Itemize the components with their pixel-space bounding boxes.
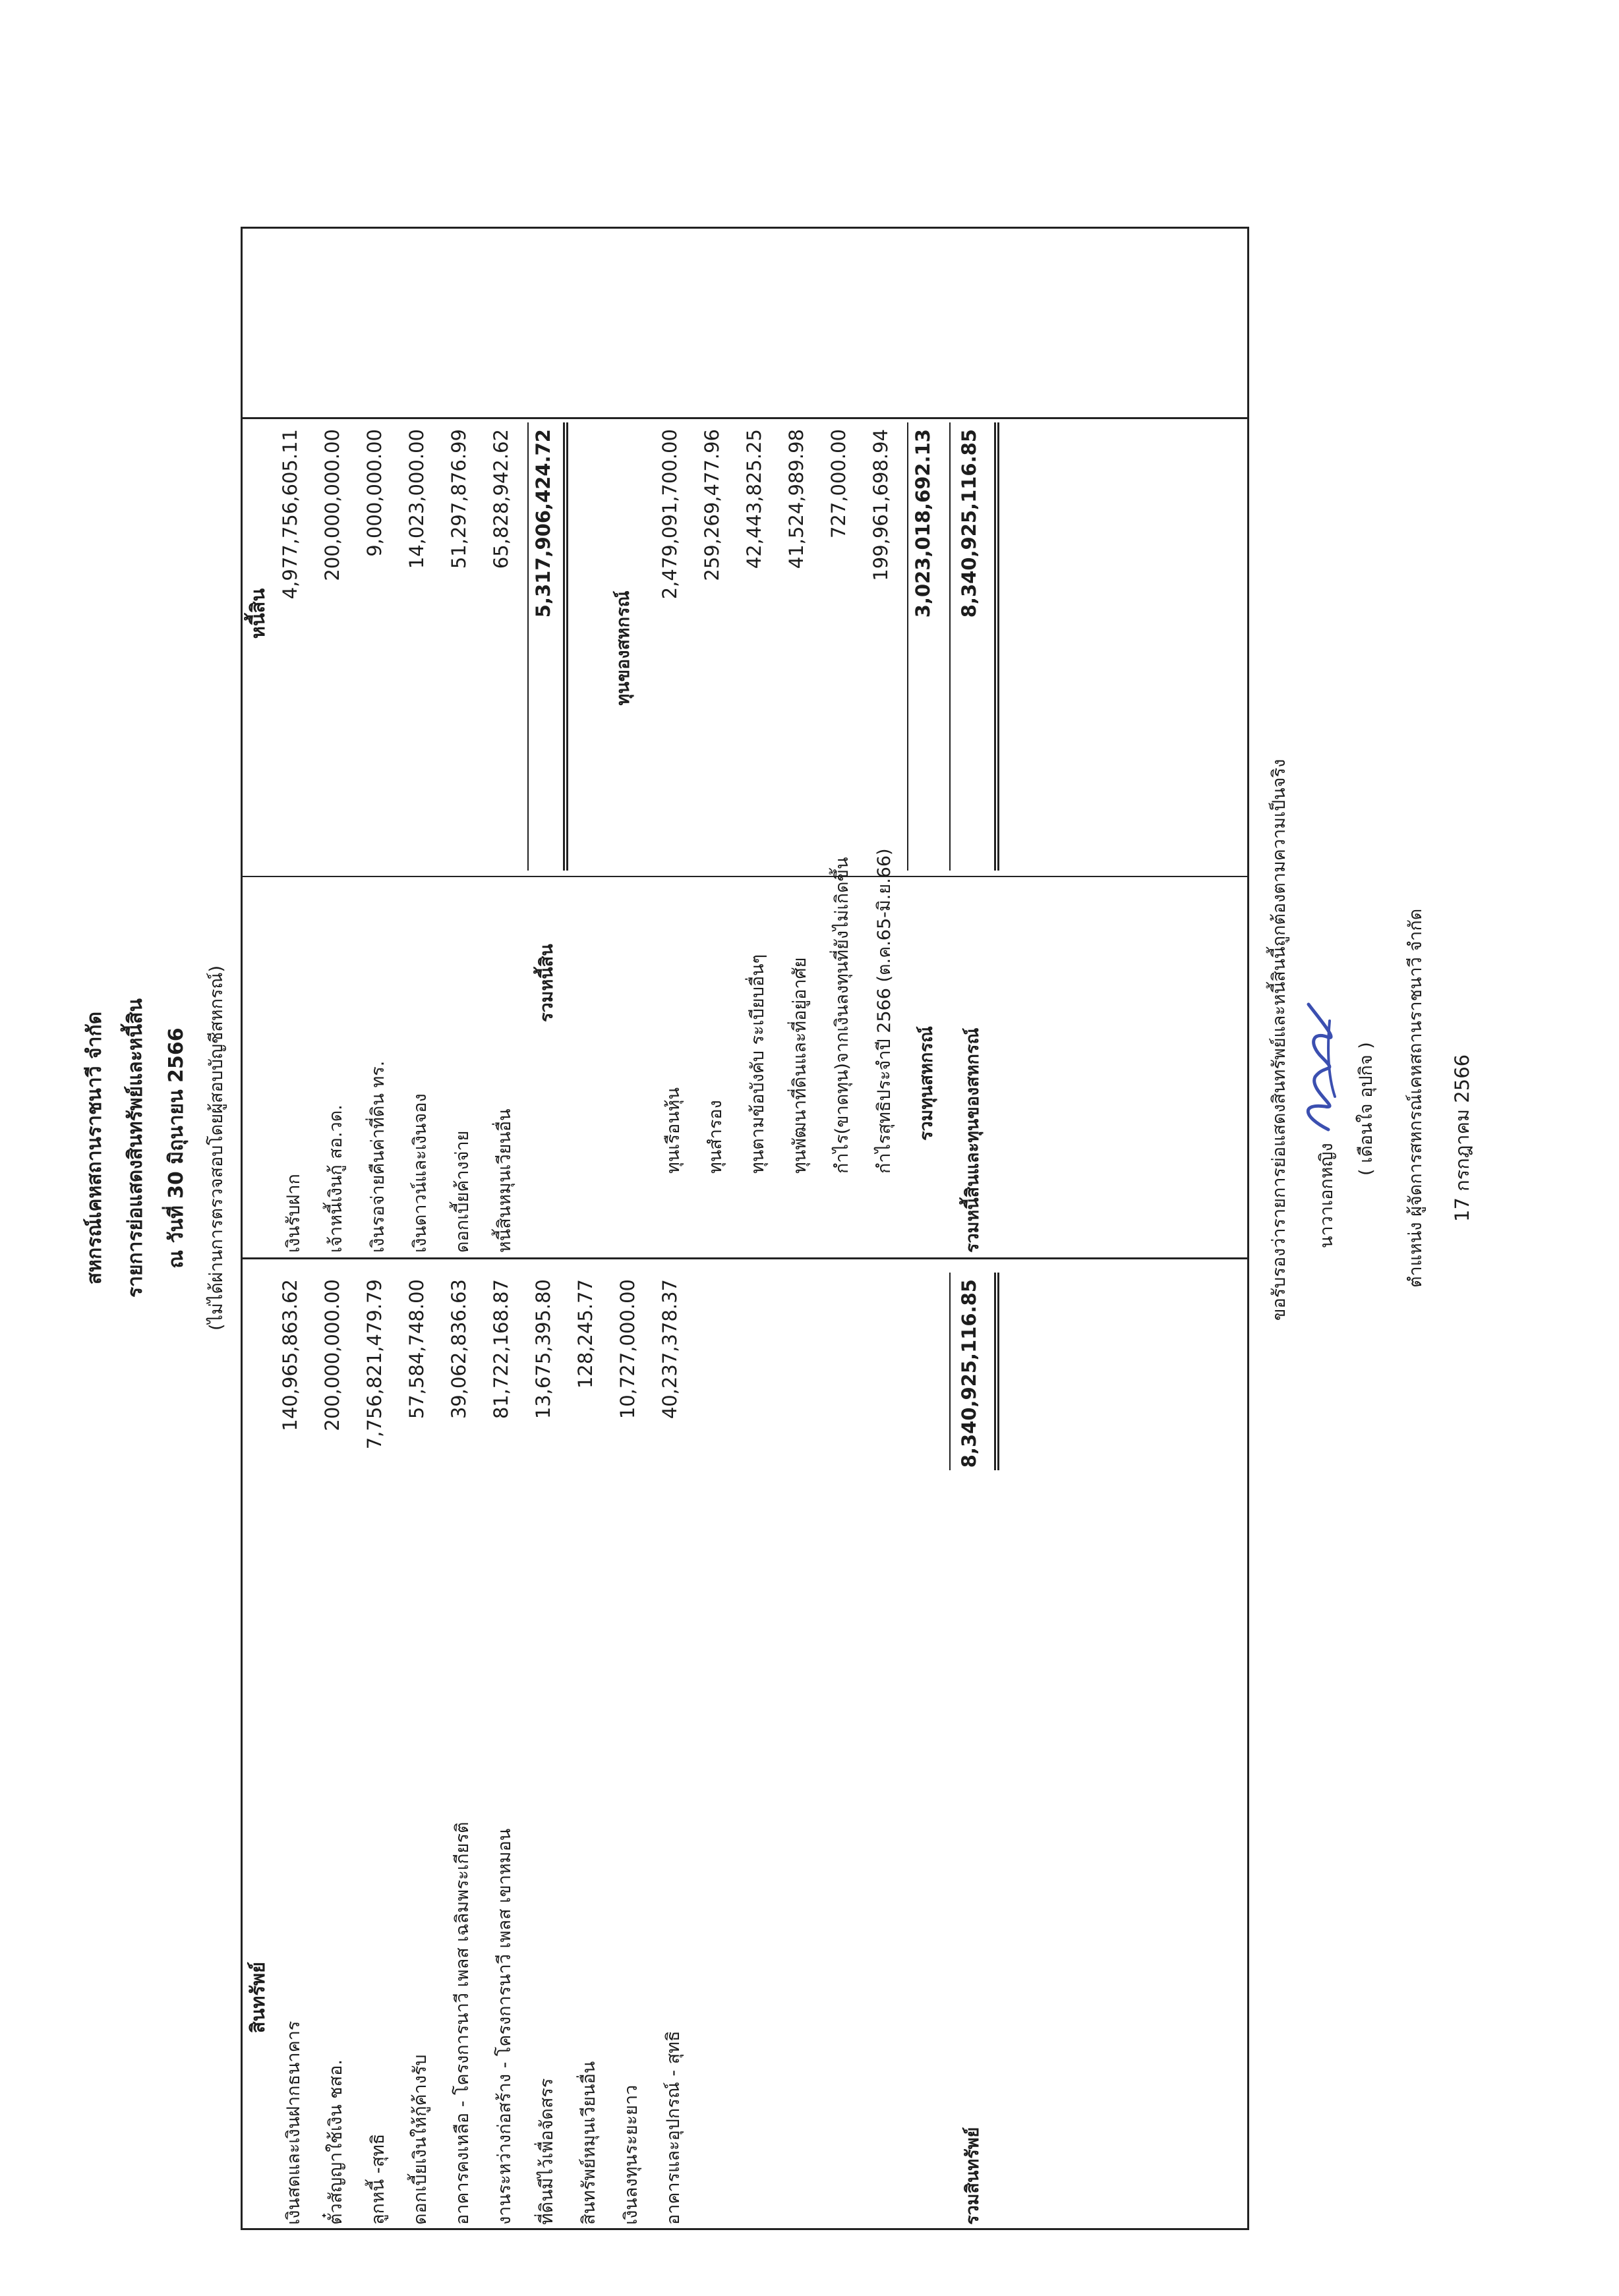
equity-value: 259,269,477.96 [701, 429, 723, 581]
column-divider-assets [243, 1257, 1247, 1259]
equity-label: กำไรสุทธิประจำปี 2566 (ต.ค.65-มิ.ย.66) [874, 848, 895, 1174]
subtotal-rule [949, 1273, 951, 1470]
liability-value: 200,000,000.00 [321, 429, 343, 581]
subtotal-rule [527, 422, 529, 871]
total-liabilities-label: รวมหนี้สิน [537, 944, 557, 1022]
liabilities-heading: หนี้สิน [247, 588, 269, 639]
subtotal-rule [949, 422, 951, 871]
grand-total-label: รวมหนี้สินและทุนของสหกรณ์ [962, 1027, 983, 1253]
liability-value: 51,297,876.99 [448, 429, 470, 569]
equity-label: ทุนเรือนหุ้น [663, 1087, 684, 1174]
audit-note: (ไม่ได้ผ่านการตรวจสอบโดยผู้สอบบัญชีสหกรณ์) [206, 965, 227, 1331]
assets-heading: สินทรัพย์ [247, 1961, 269, 2034]
total-assets-label: รวมสินทรัพย์ [962, 2127, 983, 2225]
liability-value: 9,000,000.00 [363, 429, 386, 557]
liability-value: 14,023,000.00 [405, 429, 428, 569]
asset-value: 40,237,378.37 [659, 1279, 681, 1420]
column-divider-liabilities-label [243, 876, 1247, 877]
total-liabilities-value: 5,317,906,424.72 [532, 429, 554, 618]
asset-value: 200,000,000.00 [321, 1279, 343, 1431]
asset-label: ดอกเบี้ยเงินให้กู้ค้างรับ [410, 2054, 430, 2225]
double-rule [994, 422, 999, 871]
asset-label: เงินลงทุนระยะยาว [621, 2084, 641, 2225]
signer-name: ( เดือนใจ อุปกิจ ) [1356, 1042, 1376, 1176]
equity-value: 41,524,989.98 [785, 429, 808, 569]
signer-position: ตำแหน่ง ผู้จัดการสหกรณ์เคหสถานราชนาวี จำกัด [1405, 908, 1426, 1288]
asset-value: 7,756,821,479.79 [363, 1279, 386, 1450]
equity-label: ทุนสำรอง [705, 1100, 726, 1174]
liability-label: เงินรอจ่ายคืนค่าที่ดิน ทร. [368, 1060, 388, 1253]
equity-value: 42,443,825.25 [743, 429, 765, 569]
asset-label: งานระหว่างก่อสร้าง - โครงการนาวี เพลส เขาหมอน [494, 1828, 515, 2225]
asset-label: อาคารคงเหลือ - โครงการนาวี เพลส เฉลิมพระเกียรติ [452, 1822, 473, 2225]
double-rule [994, 1273, 999, 1470]
liability-label: หนี้สินหมุนเวียนอื่น [494, 1108, 515, 1253]
asset-value: 57,584,748.00 [405, 1279, 428, 1420]
certification-statement: ขอรับรองว่ารายการย่อแสดงสินทรัพย์และหนี้สินนี้ถูกต้องตามความเป็นจริง [1269, 759, 1289, 1321]
signer-rank: นาวาเอกหญิง [1316, 1143, 1337, 1248]
asset-value: 81,722,168.87 [490, 1279, 512, 1420]
equity-value: 2,479,091,700.00 [659, 429, 681, 600]
column-divider-liabilities-value [243, 417, 1247, 419]
total-assets-value: 8,340,925,116.85 [958, 1279, 980, 1468]
cooperative-name: สหกรณ์เคหสถานราชนาวี จำกัด [83, 1011, 106, 1285]
double-rule [563, 422, 568, 871]
asset-label: เงินสดและเงินฝากธนาคาร [283, 2021, 304, 2225]
asset-value: 140,965,863.62 [279, 1279, 301, 1431]
equity-value: 727,000.00 [827, 429, 850, 539]
asset-value: 128,245.77 [574, 1279, 597, 1389]
asset-label: ตั๋วสัญญาใช้เงิน ชสอ. [326, 2059, 346, 2225]
asset-value: 10,727,000.00 [616, 1279, 639, 1420]
grand-total-value: 8,340,925,116.85 [958, 429, 980, 618]
subtotal-rule [907, 422, 908, 871]
signature-date: 17 กรกฎาคม 2566 [1451, 1054, 1473, 1222]
equity-label: ทุนตามข้อบังคับ ระเบียบอื่นๆ [748, 954, 768, 1174]
signature-icon [1289, 998, 1348, 1136]
liability-value: 4,977,756,605.11 [279, 429, 301, 600]
equity-label: ทุนพัฒนาที่ดินและที่อยู่อาศัย [790, 957, 810, 1174]
liability-label: เงินรับฝาก [283, 1174, 304, 1253]
total-equity-label: รวมทุนสหกรณ์ [916, 1026, 937, 1141]
liability-label: ดอกเบี้ยค้างจ่าย [452, 1130, 473, 1253]
asset-label: ลูกหนี้ -สุทธิ [368, 2133, 388, 2225]
liability-label: เจ้าหนี้เงินกู้ สอ.วด. [326, 1105, 346, 1253]
asset-label: สินทรัพย์หมุนเวียนอื่น [579, 2061, 599, 2225]
asset-value: 39,062,836.63 [448, 1279, 470, 1420]
asset-label: อาคารและอุปกรณ์ - สุทธิ [663, 2030, 684, 2225]
total-equity-value: 3,023,018,692.13 [912, 429, 934, 618]
statement-date: ณ วันที่ 30 มิถุนายน 2566 [165, 1027, 188, 1269]
liability-label: เงินดาวน์และเงินจอง [410, 1093, 430, 1253]
liability-value: 65,828,942.62 [490, 429, 512, 569]
statement-title: รายการย่อแสดงสินทรัพย์และหนี้สิน [124, 998, 147, 1298]
asset-label: ที่ดินมีไว้เพื่อจัดสรร [537, 2078, 557, 2225]
equity-heading: ทุนของสหกรณ์ [613, 590, 633, 706]
asset-value: 13,675,395.80 [532, 1279, 554, 1420]
equity-label: กำไร(ขาดทุน)จากเงินลงทุนที่ยังไม่เกิดขึ้น [832, 857, 852, 1174]
balance-sheet-table [241, 227, 1249, 2230]
equity-value: 199,961,698.94 [869, 429, 892, 581]
